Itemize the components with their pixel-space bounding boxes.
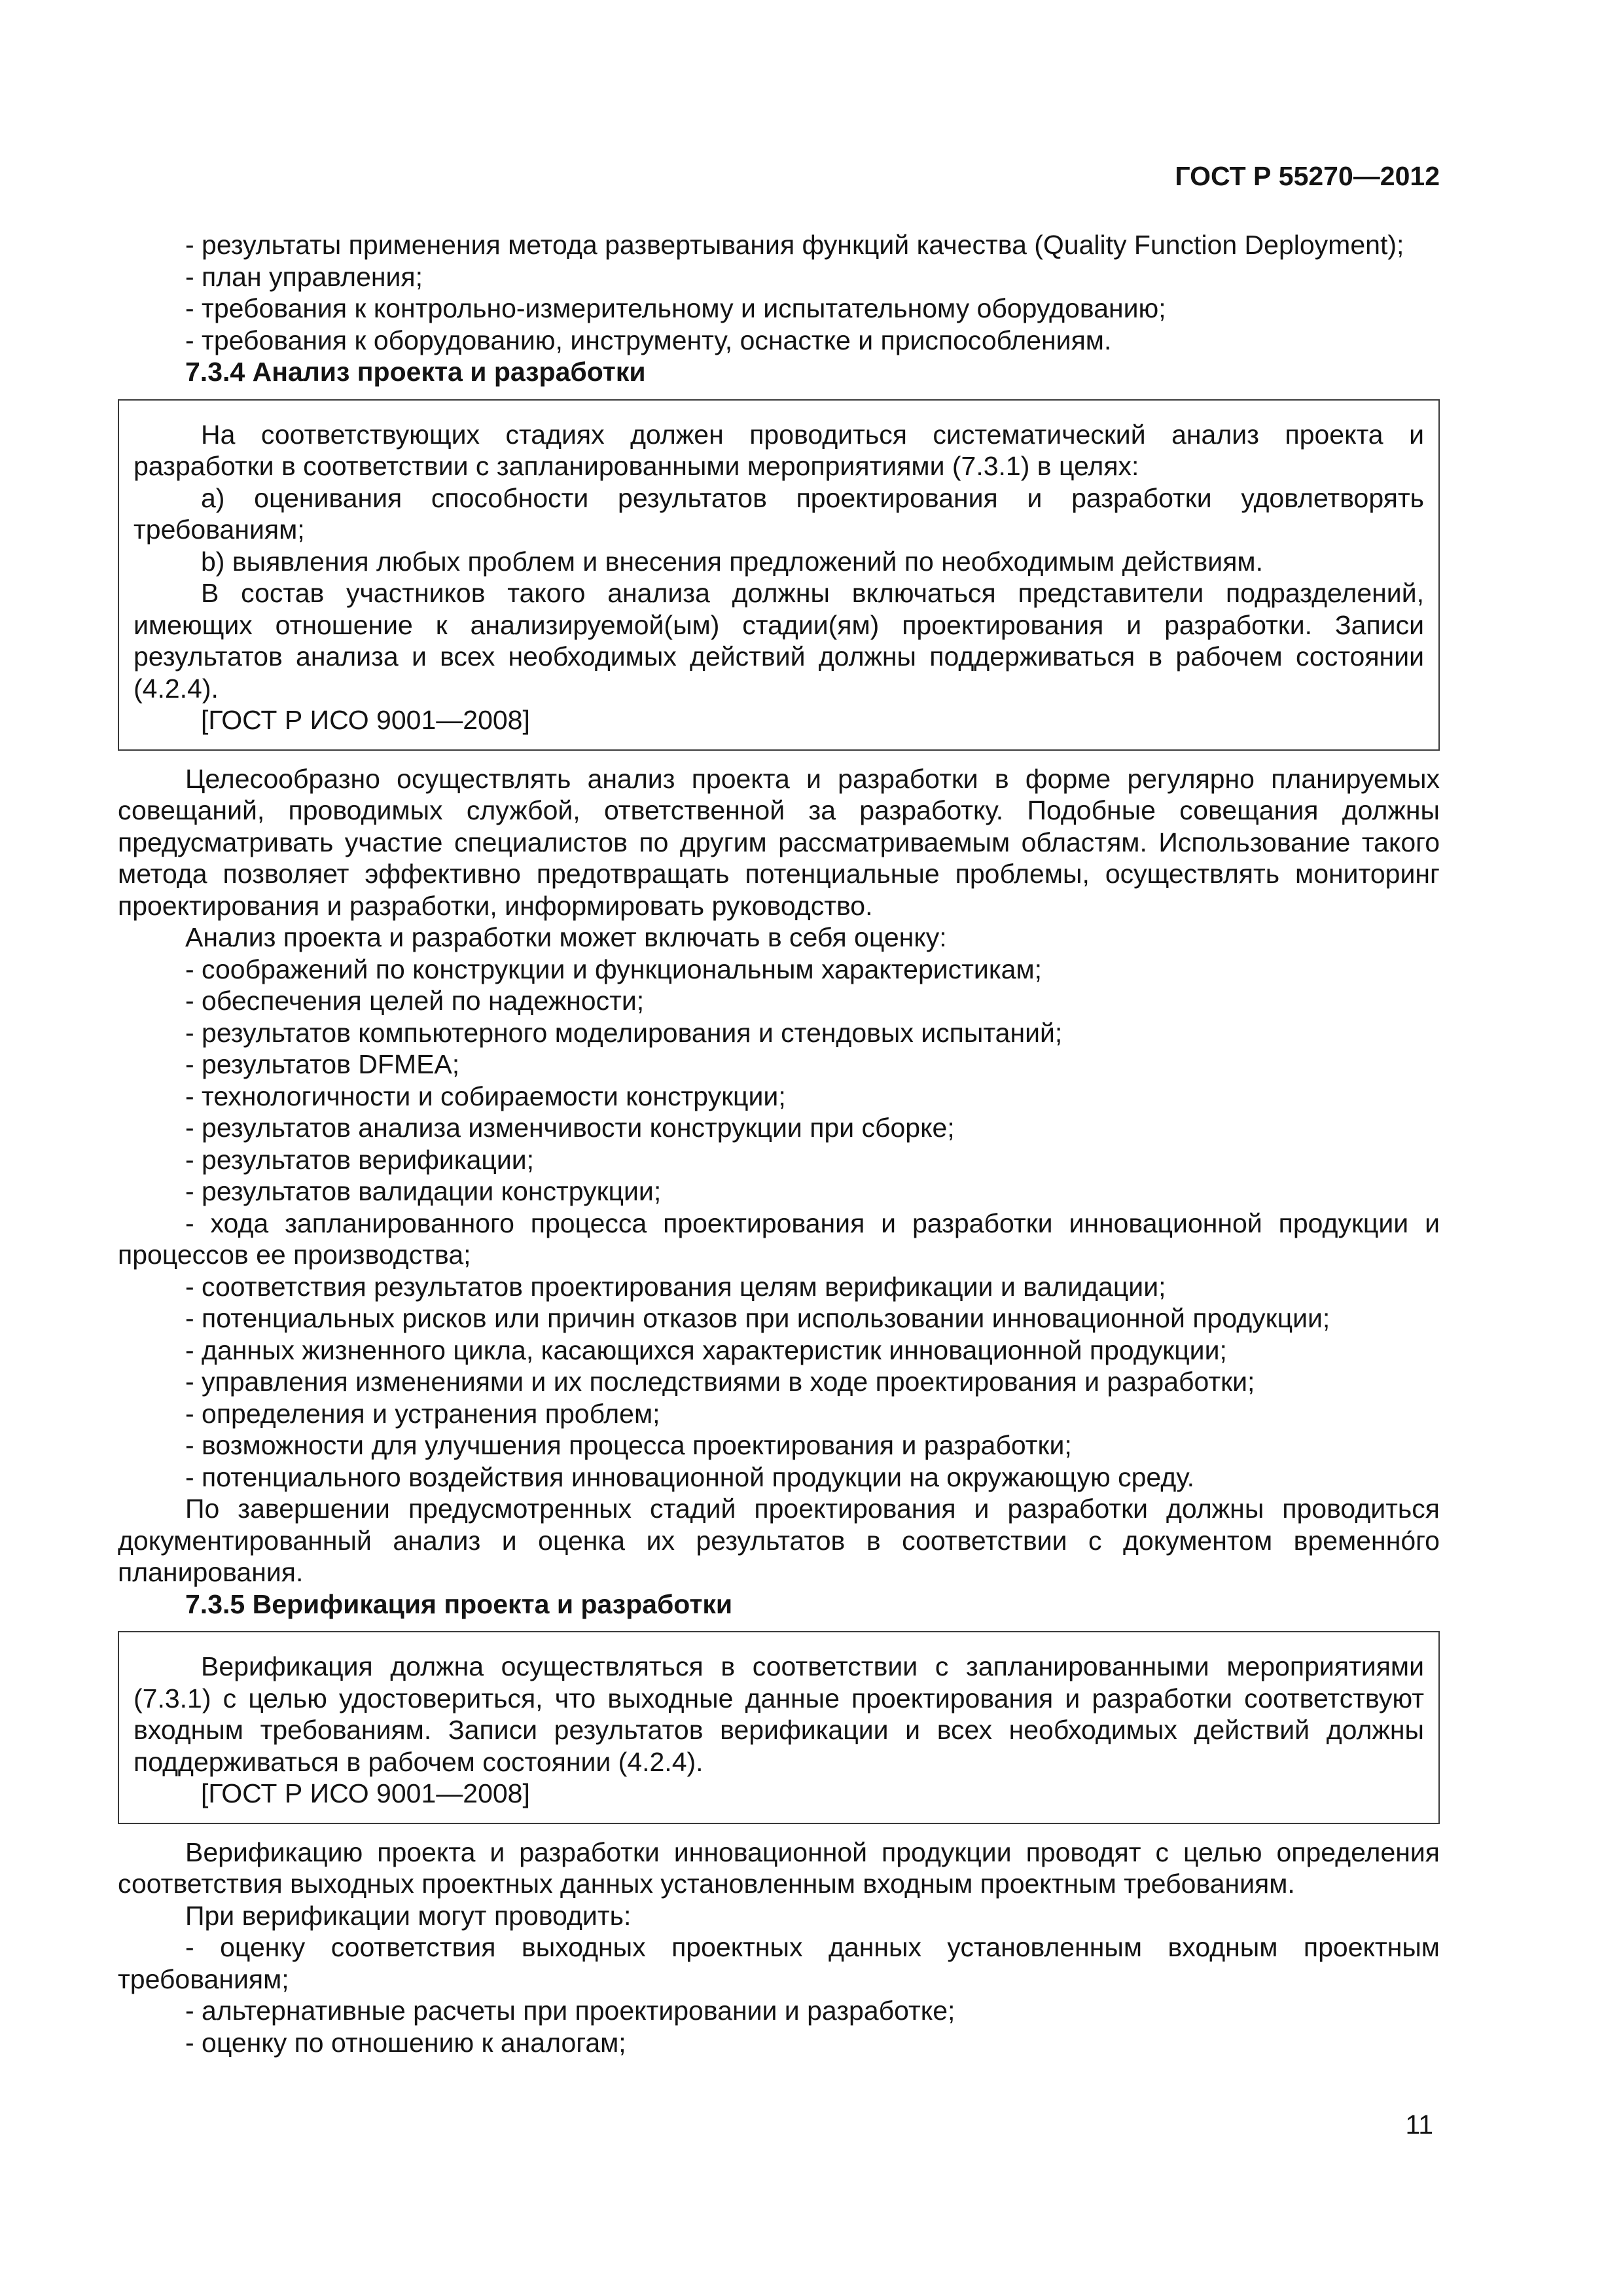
list-item: - возможности для улучшения процесса проектирования и разработки; — [185, 1430, 1072, 1460]
requirements-list — [118, 229, 1440, 356]
list-item: - результатов анализа изменчивости конструкции при сборке; — [185, 1113, 955, 1143]
box-reference: [ГОСТ Р ИСО 9001—2008] — [201, 705, 530, 735]
list-item: - план управления; — [185, 261, 423, 292]
list-item: - результатов DFMEA; — [185, 1049, 460, 1079]
list-item: - оценку по отношению к аналогам; — [185, 2027, 626, 2058]
box-paragraph: В состав участников такого анализа должны включаться представители подразделений, имеющих отношение к анализируемой(ым) стадии(ям) проектирования и разработки. Записи результатов анализа и всех необходимых действий должны поддерживаться в рабочем состоянии (4.2.4). — [134, 578, 1424, 704]
list-item: - соображений по конструкции и функциональным характеристикам; — [185, 954, 1043, 984]
page-number: 11 — [1405, 2109, 1433, 2140]
list-item: - требования к контрольно-измерительному и испытательному оборудованию; — [185, 293, 1166, 323]
body-paragraph: Целесообразно осуществлять анализ проекта и разработки в форме регулярно планируемых совещаний, проводимых службой, ответственной за разработку. Подобные совещания должны предусматривать участие специалистов по другим рассматриваемым областям. Использование такого метода позволяет эффективно предотвращать потенциальные проблемы, осуществлять мониторинг проектирования и разработки, информировать руководство. — [118, 763, 1440, 921]
list-item: - управления изменениями и их последствиями в ходе проектирования и разработки; — [185, 1367, 1255, 1397]
assessment-list — [118, 954, 1440, 1494]
list-item: - оценку соответствия выходных проектных данных установленным входным проектным требованиям; — [118, 1932, 1440, 1994]
page-content — [118, 229, 1440, 2058]
list-item: - хода запланированного процесса проектирования и разработки инновационной продукции и процессов ее производства; — [118, 1208, 1440, 1270]
list-item: - обеспечения целей по надежности; — [185, 986, 645, 1016]
body-paragraph: Анализ проекта и разработки может включать в себя оценку: — [185, 922, 947, 952]
list-item: - соответствия результатов проектирования целям верификации и валидации; — [185, 1271, 1166, 1302]
body-paragraph: Верификацию проекта и разработки инновационной продукции проводят с целью определения соответствия выходных проектных данных установленным входным проектным требованиям. — [118, 1837, 1440, 1899]
section-heading-7-3-5: 7.3.5 Верификация проекта и разработки — [185, 1588, 733, 1619]
list-item: - потенциальных рисков или причин отказов при использовании инновационной продукции; — [185, 1303, 1330, 1333]
list-item: - технологичности и собираемости конструкции; — [185, 1081, 786, 1111]
list-item: - требования к оборудованию, инструменту, оснастке и приспособлениям. — [185, 325, 1112, 355]
list-item: - потенциального воздействия инновационной продукции на окружающую среду. — [185, 1462, 1195, 1492]
quoted-requirement-box — [118, 1631, 1440, 1824]
box-reference: [ГОСТ Р ИСО 9001—2008] — [201, 1778, 530, 1808]
body-paragraph: По завершении предусмотренных стадий проектирования и разработки должны проводиться документированный анализ и оценка их результатов в соответствии с документом временно́го планирования. — [118, 1494, 1440, 1587]
list-item: - данных жизненного цикла, касающихся характеристик инновационной продукции; — [185, 1335, 1227, 1365]
list-item: - результатов компьютерного моделирования и стендовых испытаний; — [185, 1017, 1063, 1048]
list-item: - определения и устранения проблем; — [185, 1398, 660, 1429]
list-item: - результатов верификации; — [185, 1144, 535, 1175]
verification-list — [118, 1931, 1440, 2058]
box-paragraph: На соответствующих стадиях должен проводиться систематический анализ проекта и разработки в соответствии с запланированными мероприятиями (7.3.1) в целях: — [134, 419, 1424, 481]
section-heading-7-3-4: 7.3.4 Анализ проекта и разработки — [185, 357, 646, 387]
body-paragraph: При верификации могут проводить: — [185, 1900, 632, 1931]
list-item: - альтернативные расчеты при проектировании и разработке; — [185, 1996, 955, 2026]
document-code: ГОСТ Р 55270—2012 — [1175, 161, 1440, 191]
list-item: - результаты применения метода развертывания функций качества (Quality Function Deployment); — [185, 230, 1404, 260]
box-paragraph: Верификация должна осуществляться в соответствии с запланированными мероприятиями (7.3.1) с целью удостовериться, что выходные данные проектирования и разработки соответствуют входным требованиям. Записи результатов верификации и всех необходимых действий должны поддерживаться в рабочем состоянии (4.2.4). — [134, 1651, 1424, 1777]
box-item-b: b) выявления любых проблем и внесения предложений по необходимым действиям. — [201, 546, 1263, 577]
quoted-requirement-box — [118, 399, 1440, 751]
list-item: - результатов валидации конструкции; — [185, 1176, 662, 1206]
box-item-a: а) оценивания способности результатов проектирования и разработки удовлетворять требованиям; — [134, 482, 1424, 545]
